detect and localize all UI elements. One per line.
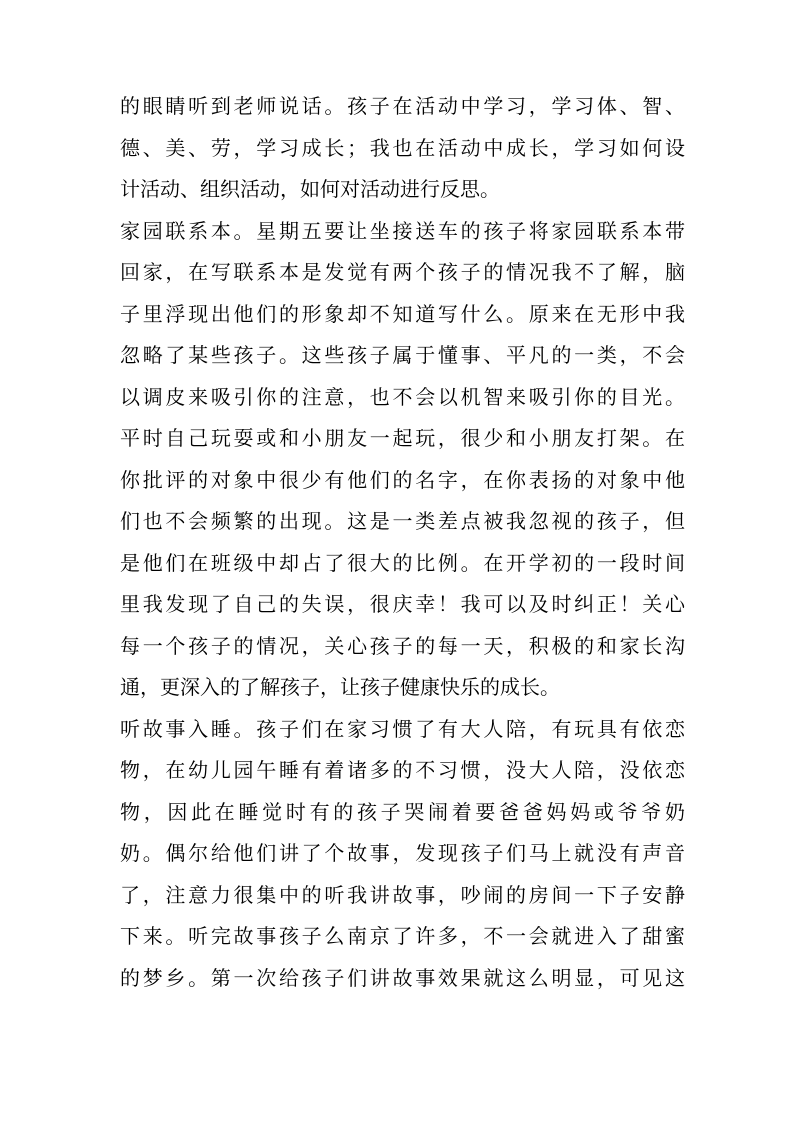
text-line: 忽略了某些孩子。这些孩子属于懂事、平凡的一类，不会: [120, 343, 685, 367]
text-line: 你批评的对象中很少有他们的名字，在你表扬的对象中他: [120, 467, 685, 492]
text-line: 里我发现了自己的失误，很庆幸！我可以及时纠正！关心: [120, 592, 685, 616]
text-line: 听故事入睡。孩子们在家习惯了有大人陪，有玩具有依恋: [120, 716, 685, 741]
text-line: 子里浮现出他们的形象却不知道写什么。原来在无形中我: [120, 301, 685, 326]
text-line: 物，在幼儿园午睡有着诸多的不习惯，没大人陪，没依恋: [120, 758, 685, 782]
text-line: 的梦乡。第一次给孩子们讲故事效果就这么明显，可见这: [120, 965, 685, 990]
text-line: 了，注意力很集中的听我讲故事，吵闹的房间一下子安静: [120, 882, 685, 907]
text-line: 物，因此在睡觉时有的孩子哭闹着要爸爸妈妈或爷爷奶: [120, 799, 685, 824]
text-line: 们也不会频繁的出现。这是一类差点被我忽视的孩子，但: [120, 509, 685, 533]
text-line: 计活动、组织活动，如何对活动进行反思。: [120, 177, 500, 201]
text-line: 家园联系本。星期五要让坐接送车的孩子将家园联系本带: [120, 218, 685, 243]
text-line: 回家，在写联系本是发觉有两个孩子的情况我不了解，脑: [120, 260, 685, 284]
text-line: 德、美、劳，学习成长；我也在活动中成长，学习如何设: [120, 135, 685, 160]
text-line: 每一个孩子的情况，关心孩子的每一天，积极的和家长沟: [120, 633, 685, 658]
body-text: [120, 86, 685, 999]
text-line: 的眼睛听到老师说话。孩子在活动中学习，学习体、智、: [120, 94, 685, 118]
text-line: 通，更深入的了解孩子，让孩子健康快乐的成长。: [120, 675, 560, 699]
text-line: 下来。听完故事孩子么南京了许多，不一会就进入了甜蜜: [120, 924, 685, 948]
text-line: 以调皮来吸引你的注意，也不会以机智来吸引你的目光。: [120, 384, 685, 409]
text-line: 奶。偶尔给他们讲了个故事，发现孩子们马上就没有声音: [120, 841, 685, 865]
text-line: 平时自己玩耍或和小朋友一起玩，很少和小朋友打架。在: [120, 426, 685, 450]
text-line: 是他们在班级中却占了很大的比例。在开学初的一段时间: [120, 550, 685, 575]
